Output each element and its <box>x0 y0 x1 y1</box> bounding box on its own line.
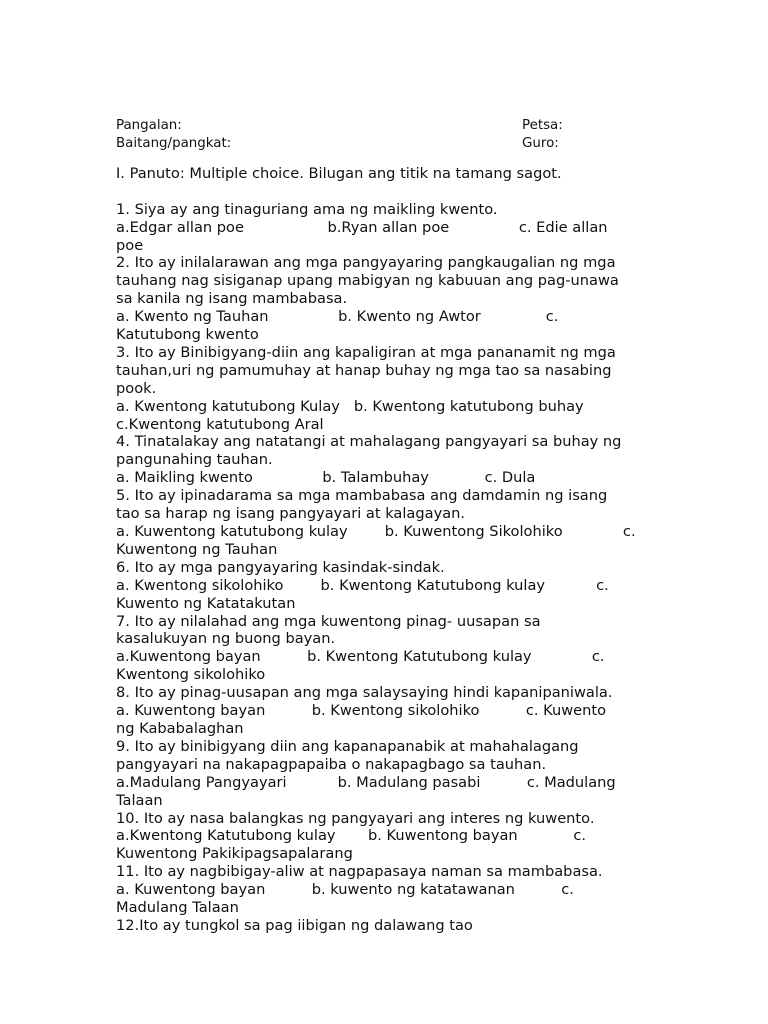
question-line: tauhang nag sisiganap upang mabigyan ng kabuuan ang pag-unawa <box>116 272 619 290</box>
header-row-2 <box>116 135 676 153</box>
teacher-label: Guro: <box>522 135 559 151</box>
question-line: tauhan,uri ng pamumuhay at hanap buhay ng mga tao sa nasabing <box>116 361 612 379</box>
question-line: 8. Ito ay pinag-uusapan ang mga salaysaying hindi kapanipaniwala. <box>116 684 613 702</box>
question-line: poe <box>116 236 144 254</box>
question-line: sa kanila ng isang mambabasa. <box>116 290 348 308</box>
question-line: pook. <box>116 379 157 397</box>
question-line: Kuwento ng Katatakutan <box>116 594 296 612</box>
grade-section-label: Baitang/pangkat: <box>116 135 232 151</box>
question-list <box>116 201 676 935</box>
question-line: a. Maikling kwento b. Talambuhay c. Dula <box>116 469 536 487</box>
question-line: a.Madulang Pangyayari b. Madulang pasabi c. Madulang <box>116 773 616 791</box>
question-line: Madulang Talaan <box>116 899 239 917</box>
question-line: a. Kuwentong katutubong kulay b. Kuwentong Sikolohiko c. <box>116 523 636 540</box>
question-line: a. Kwentong sikolohiko b. Kwentong Katutubong kulay c. <box>116 576 609 594</box>
instruction-text: I. Panuto: Multiple choice. Bilugan ang titik na tamang sagot. <box>116 164 562 182</box>
question-line: Kuwentong Pakikipagsapalarang <box>116 845 353 863</box>
question-line: ng Kababalaghan <box>116 719 244 737</box>
question-line: 9. Ito ay binibigyang diin ang kapanapanabik at mahahalagang <box>116 737 579 755</box>
question-line: 11. Ito ay nagbibigay-aliw at nagpapasaya naman sa mambabasa. <box>116 863 603 881</box>
question-line: Talaan <box>116 791 163 809</box>
question-line: 6. Ito ay mga pangyayaring kasindak-sindak. <box>116 558 445 576</box>
question-line: a.Kuwentong bayan b. Kwentong Katutubong kulay c. <box>116 648 605 666</box>
question-line: 10. Ito ay nasa balangkas ng pangyayari ang interes ng kuwento. <box>116 809 595 827</box>
question-line: a.Kwentong Katutubong kulay b. Kuwentong bayan c. <box>116 827 586 845</box>
question-line: a. Kwentong katutubong Kulay b. Kwentong katutubong buhay <box>116 397 584 415</box>
question-line: c.Kwentong katutubong Aral <box>116 415 324 433</box>
name-label: Pangalan: <box>116 118 182 133</box>
question-line: 2. Ito ay inilalarawan ang mga pangyayaring pangkaugalian ng mga <box>116 254 616 272</box>
question-line: a. Kwento ng Tauhan b. Kwento ng Awtor c. <box>116 308 559 326</box>
question-line: pangyayari na nakapagpapaiba o nakapagbago sa tauhan. <box>116 755 547 773</box>
question-line: kasalukuyan ng buong bayan. <box>116 630 336 648</box>
question-line: Kuwentong ng Tauhan <box>116 540 278 558</box>
date-label: Petsa: <box>522 118 563 133</box>
spacer <box>116 183 676 201</box>
question-line: tao sa harap ng isang pangyayari at kalagayan. <box>116 505 466 523</box>
question-line: a. Kuwentong bayan b. Kwentong sikolohiko c. Kuwento <box>116 702 607 720</box>
question-line: 1. Siya ay ang tinaguriang ama ng maikling kwento. <box>116 200 498 218</box>
question-line: a.Edgar allan poe b.Ryan allan poe c. Edie allan <box>116 218 608 236</box>
question-line: Katutubong kwento <box>116 326 259 344</box>
question-line: 5. Ito ay ipinadarama sa mga mambabasa ang damdamin ng isang <box>116 487 608 505</box>
question-line: a. Kuwentong bayan b. kuwento ng katatawanan c. <box>116 881 574 899</box>
question-line: Kwentong sikolohiko <box>116 666 266 684</box>
question-line: 3. Ito ay Binibigyang-diin ang kapaligiran at mga pananamit ng mga <box>116 343 616 361</box>
question-line: pangunahing tauhan. <box>116 451 273 469</box>
header-row-1 <box>116 117 676 135</box>
question-line: 7. Ito ay nilalahad ang mga kuwentong pinag- uusapan sa <box>116 612 541 630</box>
question-line: 4. Tinatalakay ang natatangi at mahalagang pangyayari sa buhay ng <box>116 433 622 451</box>
worksheet-page <box>116 117 676 935</box>
question-line: 12.Ito ay tungkol sa pag iibigan ng dalawang tao <box>116 916 473 934</box>
